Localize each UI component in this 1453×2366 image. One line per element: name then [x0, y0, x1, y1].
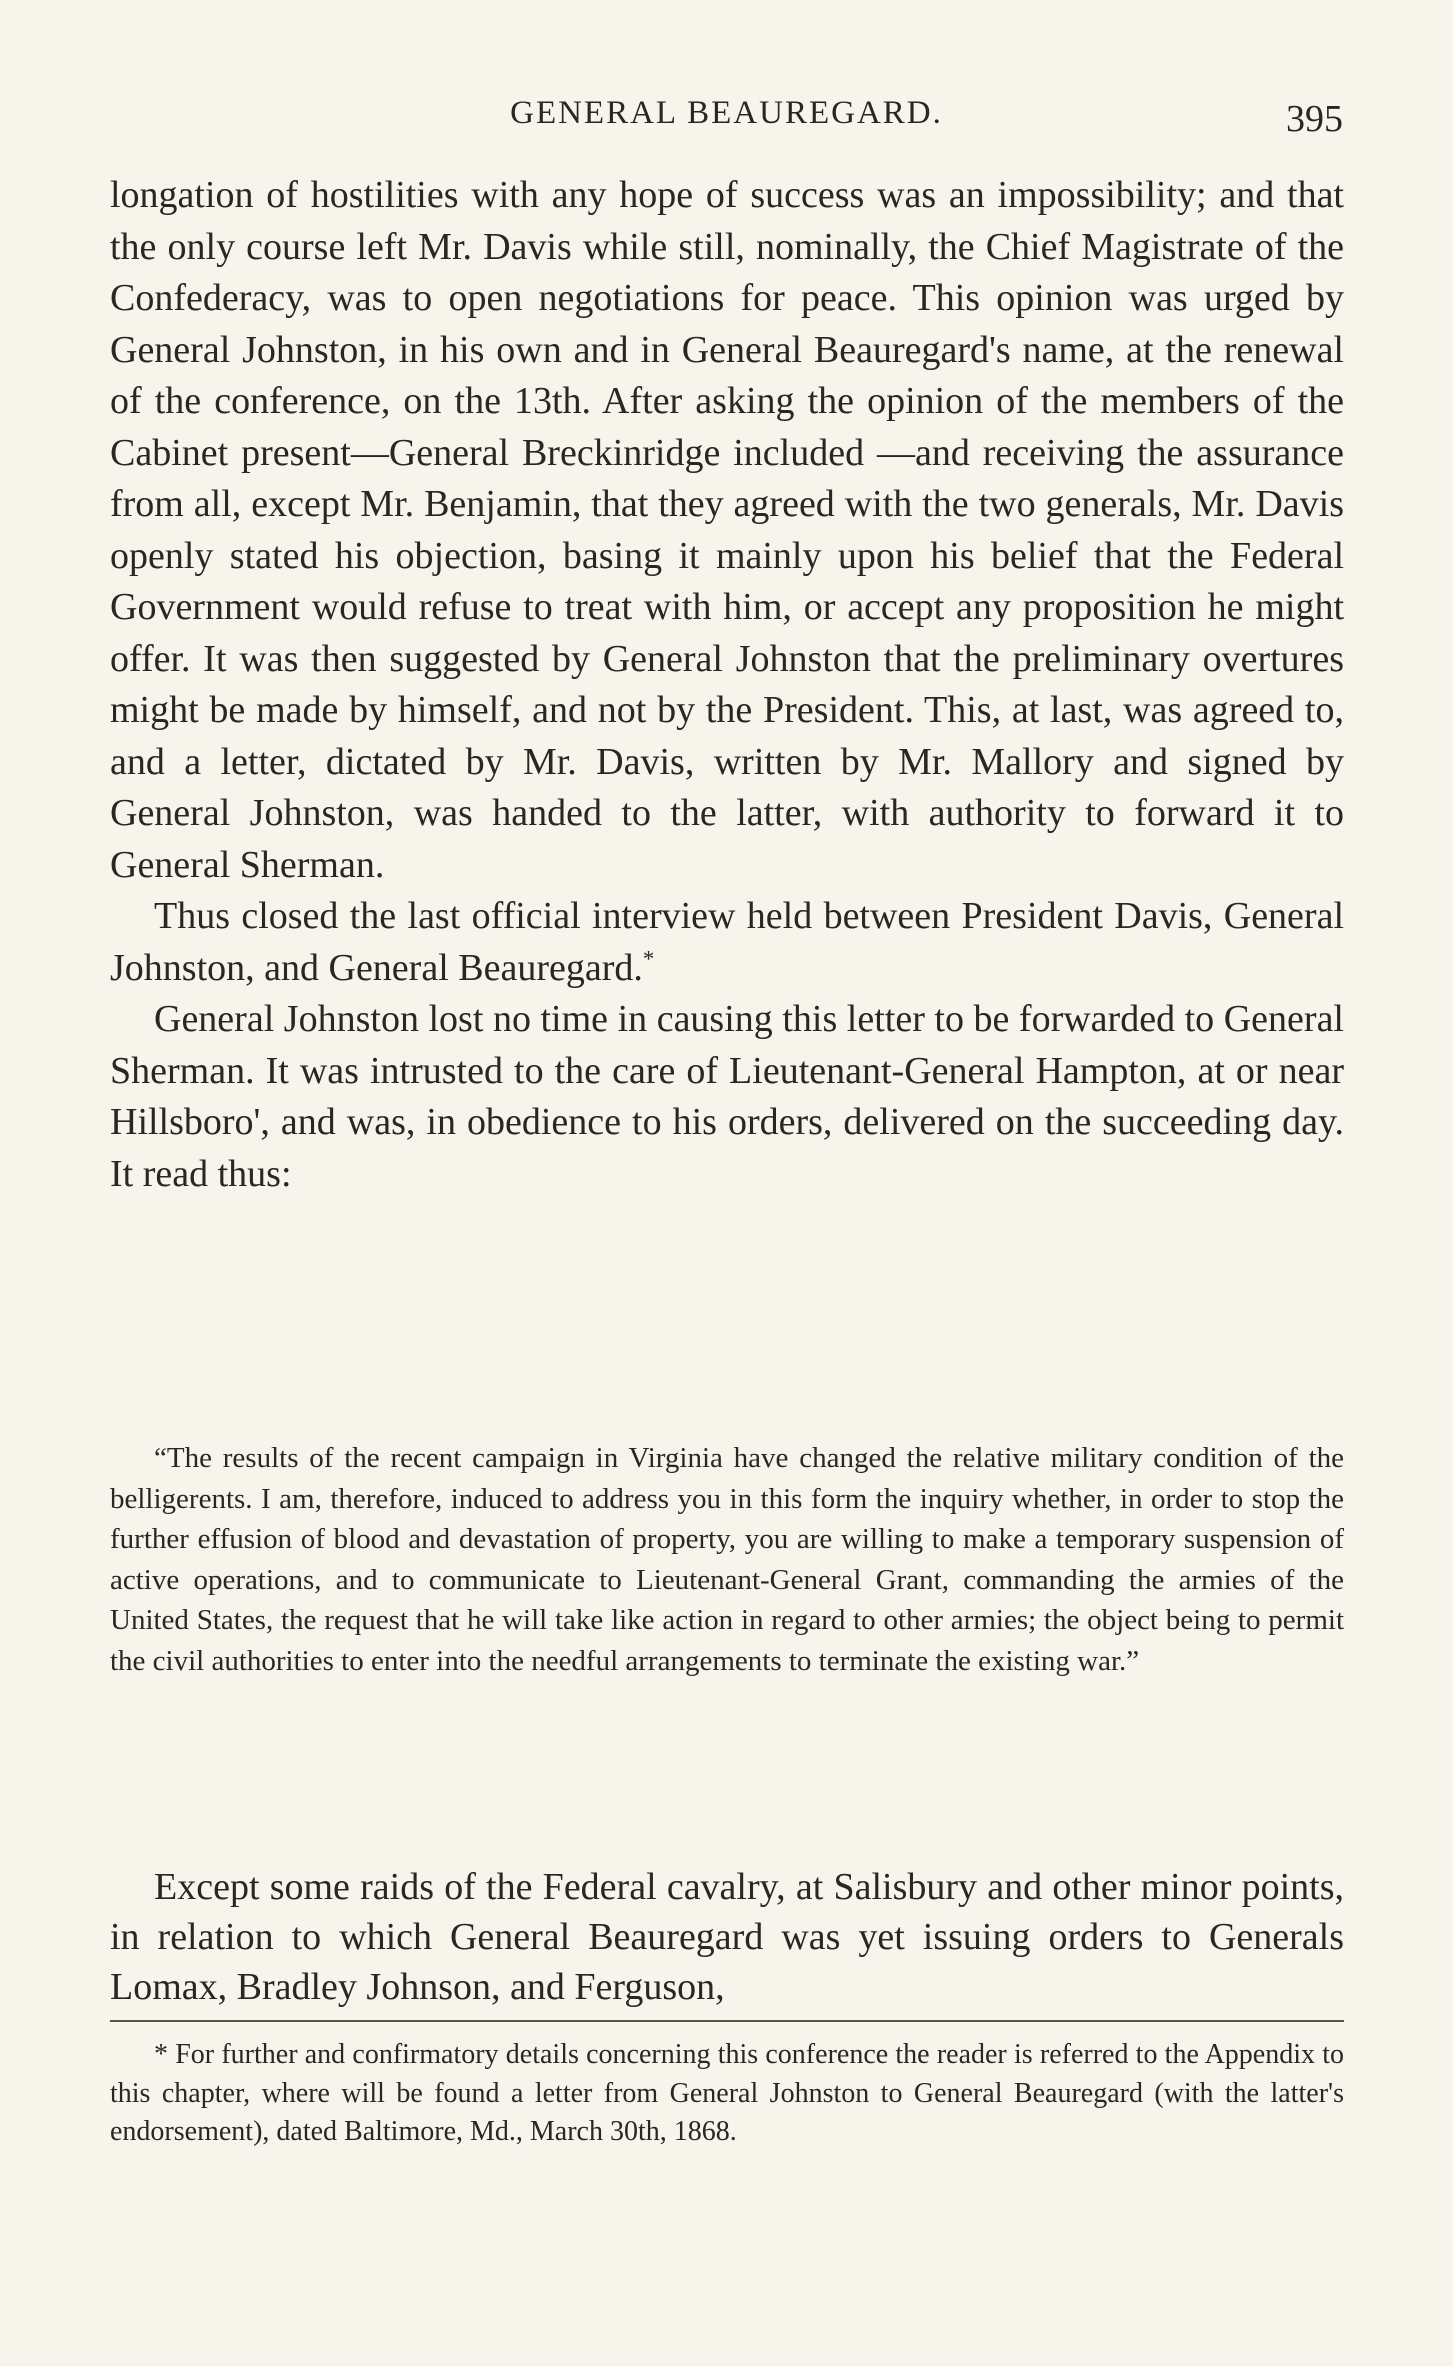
paragraph-continued: longation of hostilities with any hope of success was an impossibility; and that the only course left Mr. Davis while still, nominally, the Chief Magistrate of the Confederacy, was to open negotiations for peace. This opinion was urged by General Johnston, in his own and in General Beauregard's name, at the renewal of the conference, on the 13th. After asking the opinion of the members of the Cabinet present—General Breckinridge included —and receiving the assurance from all, except Mr. Benjamin, that they agreed with the two generals, Mr. Davis openly stated his objection, basing it mainly upon his belief that the Federal Government would refuse to treat with him, or accept any proposition he might offer. It was then suggested by General Johnston that the preliminary overtures might be made by himself, and not by the President. This, at last, was agreed to, and a letter, dictated by Mr. Davis, written by Mr. Mallory and signed by General Johnston, was handed to the latter, with authority to forward it to General Sherman. — [110, 174, 1344, 886]
block-quote — [110, 1438, 1344, 1682]
running-head — [110, 95, 1343, 145]
main-text-continued — [110, 1862, 1344, 2012]
paragraph: General Johnston lost no time in causing this letter to be forwarded to General Sherman. It was intrusted to the care of Lieutenant-General Hampton, at or near Hillsboro', and was, in obedience to his orders, delivered on the succeeding day. It read thus: — [110, 998, 1344, 1195]
footnote-marker: * — [642, 945, 655, 971]
quoted-letter: “The results of the recent campaign in Virginia have changed the relative military condition of the belligerents. I am, therefore, induced to address you in this form the inquiry whether, in order to stop the further effusion of blood and devastation of property, you are willing to make a temporary suspension of active operations, and to communicate to Lieutenant-General Grant, commanding the armies of the United States, the request that he will take like action in regard to other armies; the object being to permit the civil authorities to enter into the needful arrangements to terminate the existing war.” — [110, 1442, 1344, 1677]
footnote — [110, 2036, 1344, 2152]
paragraph — [110, 891, 1344, 994]
paragraph-text: Thus closed the last official interview held between President Davis, General Johnston, and General Beauregard. — [110, 895, 1344, 989]
paragraph: Except some raids of the Federal cavalry, at Salisbury and other minor points, in relation to which General Beauregard was yet issuing orders to Generals Lomax, Bradley Johnson, and Ferguson, — [110, 1866, 1344, 2008]
footnote-text: * For further and confirmatory details concerning this conference the reader is referred to the Appendix to this chapter, where will be found a letter from General Johnston to General Beauregard (with the latter's endorsement), dated Baltimore, Md., March 30th, 1868. — [110, 2039, 1344, 2147]
main-text — [110, 170, 1344, 1200]
page-number: 395 — [1286, 98, 1343, 140]
footnote-divider — [110, 2020, 1344, 2022]
running-title: GENERAL BEAUREGARD. — [510, 95, 943, 131]
